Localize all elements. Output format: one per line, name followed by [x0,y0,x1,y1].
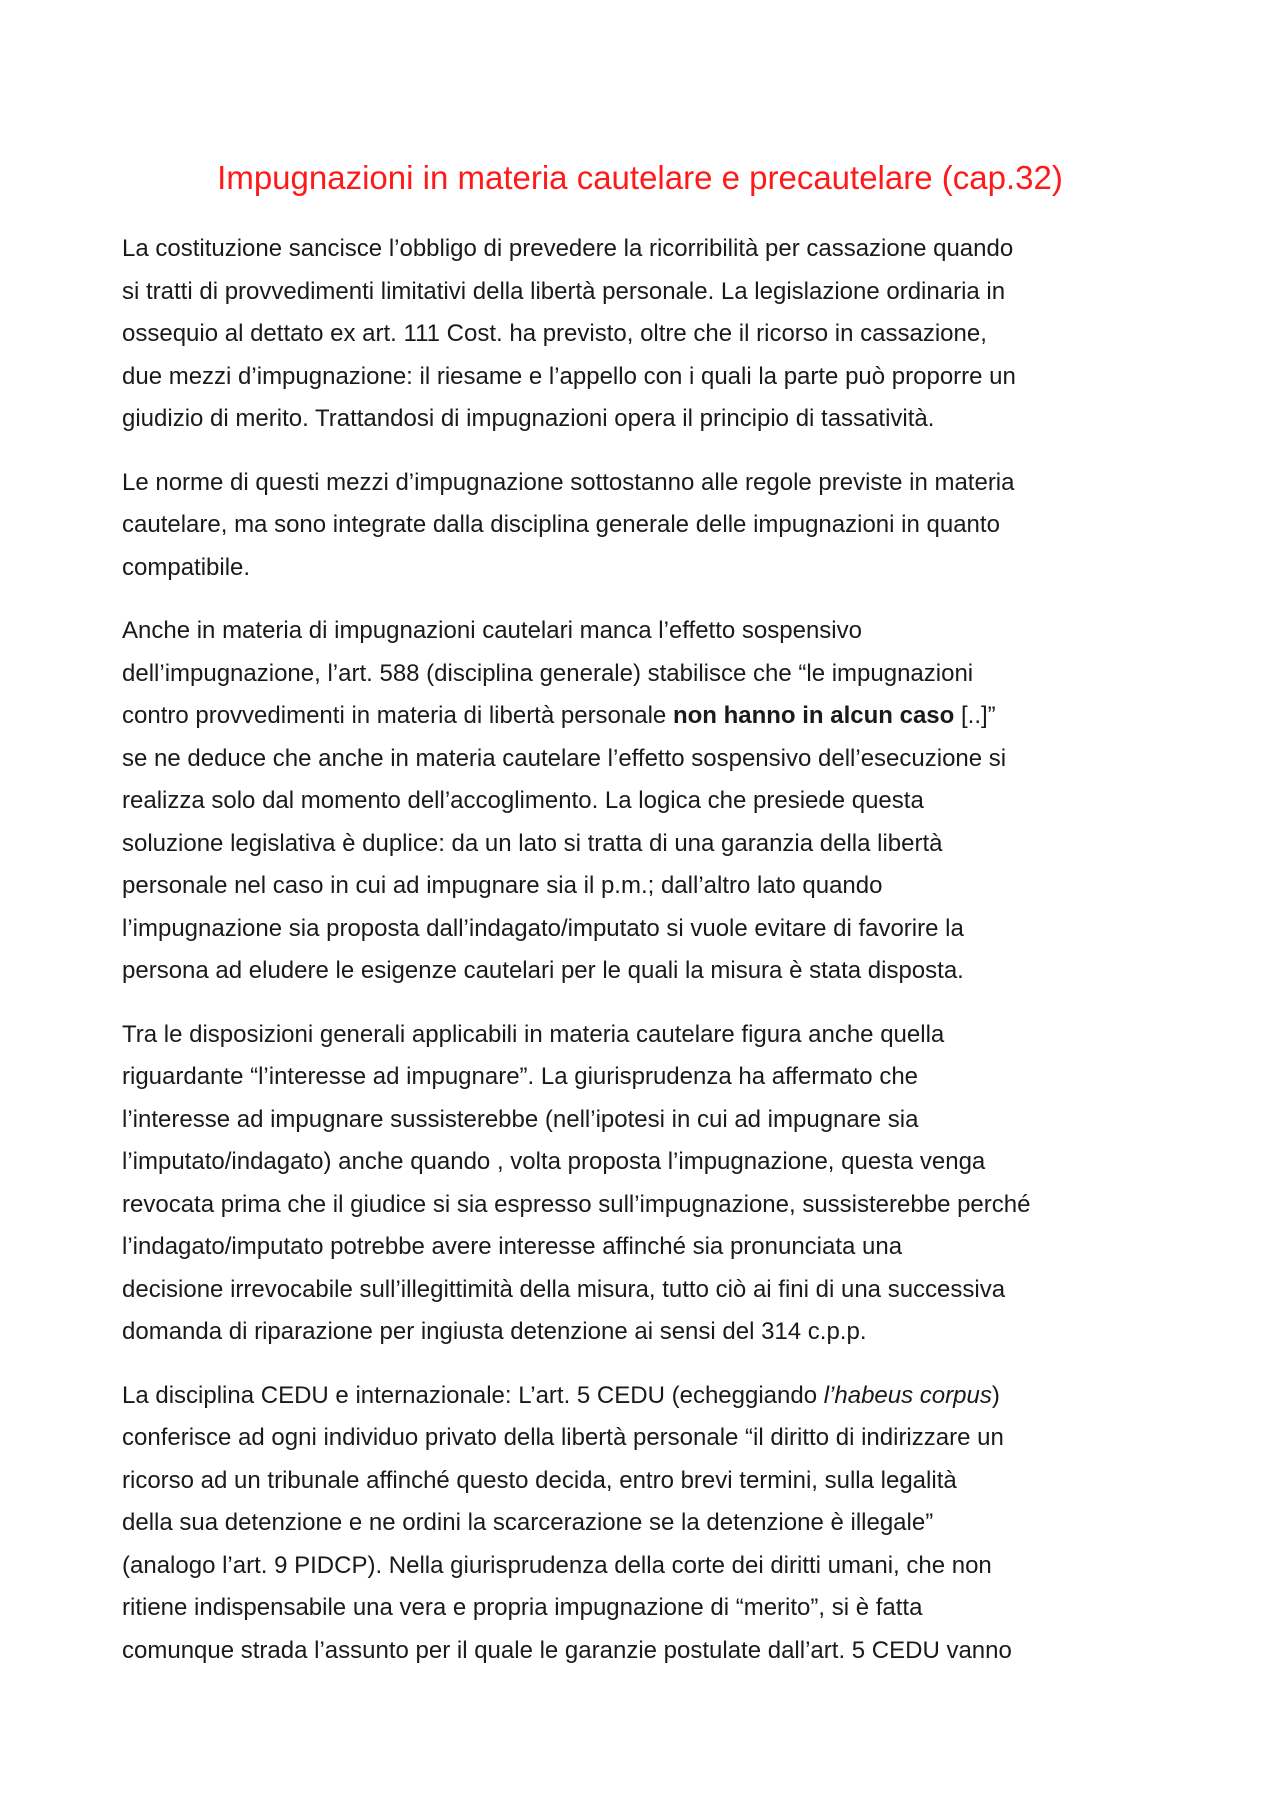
text-line: domanda di riparazione per ingiusta detenzione ai sensi del 314 c.p.p. [122,1318,867,1345]
text-line-with-bold [122,695,1172,738]
text-line: ossequio al dettato ex art. 111 Cost. ha previsto, oltre che il ricorso in cassazione, [122,320,987,347]
paragraph-3 [122,610,1172,993]
text-line: l’imputato/indagato) anche quando , volta proposta l’impugnazione, questa venga [122,1148,986,1175]
text-line: revocata prima che il giudice si sia espresso sull’impugnazione, sussisterebbe perché [122,1190,1031,1218]
text-line: Anche in materia di impugnazioni cautelari manca l’effetto sospensivo [122,617,862,644]
text-line: se ne deduce che anche in materia cautelare l’effetto sospensivo dell’esecuzione si [122,744,1007,772]
text-line: giudizio di merito. Trattandosi di impugnazioni opera il principio di tassatività. [122,405,935,432]
text-line: della sua detenzione e ne ordini la scarcerazione se la detenzione è illegale” [122,1509,934,1536]
paragraph-1 [122,228,1172,441]
paragraph-4 [122,1014,1172,1354]
text-line-with-italic [122,1375,1172,1418]
document-title: Impugnazioni in materia cautelare e precautelare (cap.32) [217,159,1063,196]
text-line: l’interesse ad impugnare sussisterebbe (nell’ipotesi in cui ad impugnare sia [122,1105,919,1133]
text-line: realizza solo dal momento dell’accoglimento. La logica che presiede questa [122,787,924,814]
text-line: soluzione legislativa è duplice: da un lato si tratta di una garanzia della libertà [122,829,943,857]
text-line: ricorso ad un tribunale affinché questo decida, entro brevi termini, sulla legalità [122,1466,957,1494]
document-body [122,228,1172,1693]
text-line: Le norme di questi mezzi d’impugnazione sottostanno alle regole previste in materia [122,468,1015,496]
italic-text: l’habeus corpus [823,1381,992,1409]
paragraph-5 [122,1375,1172,1673]
text-line: decisione irrevocabile sull’illegittimità della misura, tutto ciò ai fini di una successiva [122,1275,1006,1303]
text-segment: La disciplina CEDU e internazionale: L’art. 5 CEDU (echeggiando [122,1381,824,1409]
bold-text: non hanno in alcun caso [672,702,955,729]
text-segment: contro provvedimenti in materia di libertà personale [122,702,673,729]
text-line: personale nel caso in cui ad impugnare sia il p.m.; dall’altro lato quando [122,872,883,899]
text-line: si tratti di provvedimenti limitativi della libertà personale. La legislazione ordinaria in [122,277,1006,305]
text-line: due mezzi d’impugnazione: il riesame e l’appello con i quali la parte può proporre un [122,362,1016,390]
paragraph-2 [122,462,1172,590]
text-line: cautelare, ma sono integrate dalla disciplina generale delle impugnazioni in quanto [122,511,1000,538]
text-line: l’indagato/imputato potrebbe avere interesse affinché sia pronunciata una [122,1233,903,1260]
text-line: comunque strada l’assunto per il quale le garanzie postulate dall’art. 5 CEDU vanno [122,1636,1012,1664]
text-line: La costituzione sancisce l’obbligo di prevedere la ricorribilità per cassazione quando [122,235,1014,262]
text-segment: [..]” [954,702,996,729]
text-line: riguardante “l’interesse ad impugnare”. La giurisprudenza ha affermato che [122,1063,919,1090]
text-line: (analogo l’art. 9 PIDCP). Nella giurisprudenza della corte dei diritti umani, che non [122,1551,992,1579]
text-line: conferisce ad ogni individuo privato della libertà personale “il diritto di indirizzare un [122,1424,1004,1451]
text-line: Tra le disposizioni generali applicabili in materia cautelare figura anche quella [122,1020,945,1048]
text-line: ritiene indispensabile una vera e propria impugnazione di “merito”, si è fatta [122,1594,923,1621]
text-line: persona ad eludere le esigenze cautelari per le quali la misura è stata disposta. [122,957,964,984]
text-line: compatibile. [122,553,251,581]
text-segment: ) [991,1381,1000,1409]
text-line: l’impugnazione sia proposta dall’indagato/imputato si vuole evitare di favorire la [122,914,964,942]
text-line: dell’impugnazione, l’art. 588 (disciplina generale) stabilisce che “le impugnazioni [122,659,974,687]
